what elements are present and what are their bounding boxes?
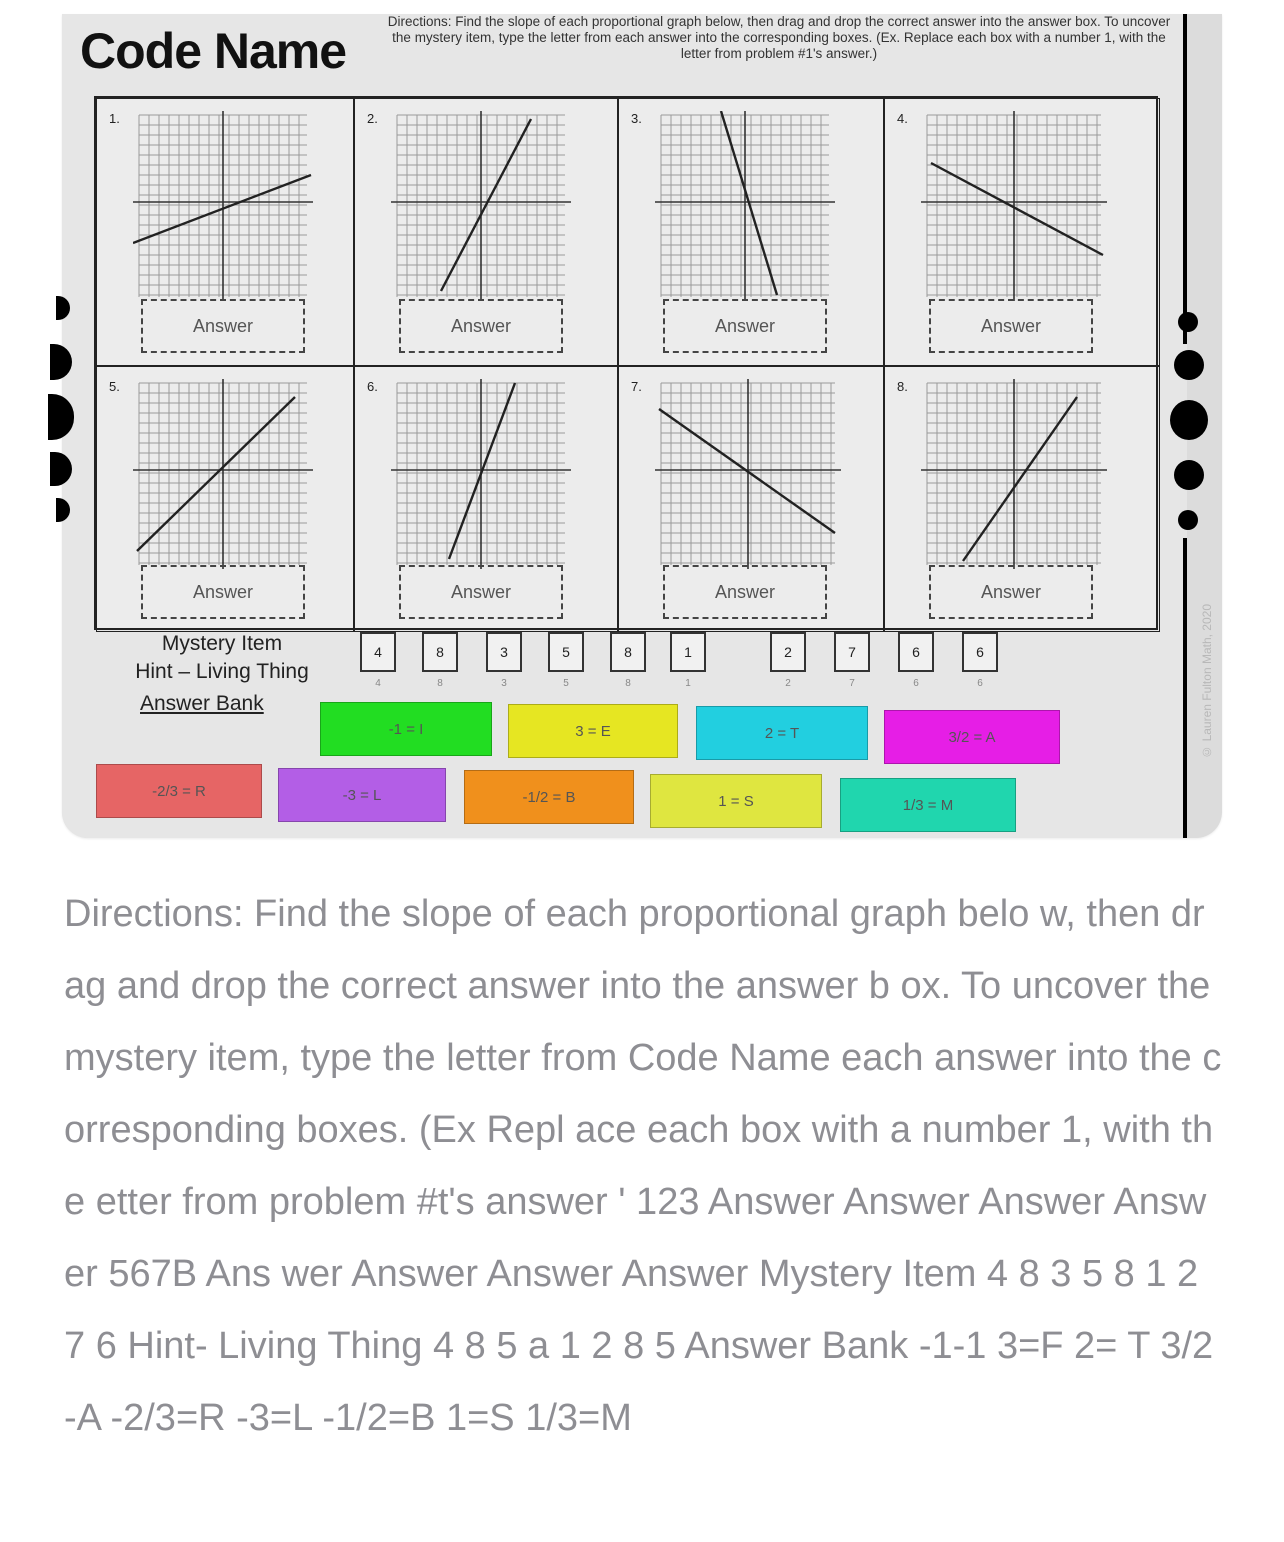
- coordinate-graph: [921, 111, 1107, 301]
- problem-cell-6: [354, 366, 618, 632]
- mystery-code-row: [360, 632, 1020, 689]
- problem-cell-1: [96, 98, 354, 366]
- code-box[interactable]: 2: [770, 632, 806, 672]
- code-box[interactable]: 3: [486, 632, 522, 672]
- answer-tile[interactable]: 3 = E: [508, 704, 678, 758]
- graphed-line: [963, 397, 1077, 561]
- problem-number: 8.: [897, 379, 908, 394]
- ocr-description-text: Directions: Find the slope of each proportional graph belo w, then drag and drop the correct answer into the answer b ox. To uncover the mystery item, type the letter from Code Name each answer into the corresponding boxes. (Ex Repl ace each box with a number 1, with the etter from problem #t's answer ' 123 Answer Answer Answer Answer 567B Ans wer Answer Answer Answer Mystery Item 4 8 3 5 8 1 2 7 6 Hint- Living Thing 4 8 5 a 1 2 8 5 Answer Bank -1-1 3=F 2= T 3/2-A -2/3=R -3=L -1/2=B 1=S 1/3=M: [64, 893, 1222, 1439]
- problem-number: 2.: [367, 111, 378, 126]
- binder-ring: [1174, 460, 1204, 490]
- problem-number: 6.: [367, 379, 378, 394]
- mystery-item-label: [112, 630, 332, 686]
- code-box-caption: 8: [437, 678, 443, 689]
- answer-tile[interactable]: -1/2 = B: [464, 770, 634, 824]
- answer-bank-label: Answer Bank: [140, 692, 264, 715]
- code-box-caption: 5: [563, 678, 569, 689]
- answer-drop-box[interactable]: Answer: [663, 565, 827, 619]
- code-box[interactable]: 6: [962, 632, 998, 672]
- code-box-caption: 4: [375, 678, 381, 689]
- code-box-caption: 6: [977, 678, 983, 689]
- answer-tile[interactable]: 2 = T: [696, 706, 868, 760]
- coordinate-graph: [655, 379, 841, 569]
- problem-cell-3: [618, 98, 884, 366]
- problem-cell-7: [618, 366, 884, 632]
- answer-tile[interactable]: 1/3 = M: [840, 778, 1016, 832]
- coordinate-graph: [655, 111, 835, 301]
- binder-rail: [1183, 14, 1187, 344]
- copyright-text: © Lauren Fulton Math, 2020: [1200, 604, 1214, 759]
- answer-tile[interactable]: 1 = S: [650, 774, 822, 828]
- problem-cell-8: [884, 366, 1160, 632]
- code-box[interactable]: 8: [610, 632, 646, 672]
- problem-grid: [94, 96, 1158, 630]
- coordinate-graph: [133, 111, 313, 301]
- worksheet-title: Code Name: [80, 23, 347, 79]
- answer-drop-box[interactable]: Answer: [663, 299, 827, 353]
- coordinate-graph: [391, 379, 571, 569]
- graphed-line: [137, 397, 295, 551]
- worksheet-directions: Directions: Find the slope of each proportional graph below, then drag and drop the correct answer into the answer box. To uncover the mystery item, type the letter from each answer into the corresponding boxes. (Ex. Replace each box with a number 1, with the letter from problem #1's answer.): [387, 14, 1171, 61]
- problem-number: 5.: [109, 379, 120, 394]
- mystery-item-title: Mystery Item: [161, 632, 283, 655]
- answer-drop-box[interactable]: Answer: [399, 299, 563, 353]
- binder-ring: [1178, 312, 1198, 332]
- problem-number: 1.: [109, 111, 120, 126]
- answer-drop-box[interactable]: Answer: [141, 565, 305, 619]
- code-box[interactable]: 7: [834, 632, 870, 672]
- code-box-caption: 1: [685, 678, 691, 689]
- code-box-caption: 6: [913, 678, 919, 689]
- code-box[interactable]: 5: [548, 632, 584, 672]
- answer-tile[interactable]: -2/3 = R: [96, 764, 262, 818]
- answer-tile[interactable]: -1 = I: [320, 702, 492, 756]
- answer-tile[interactable]: -3 = L: [278, 768, 446, 822]
- problem-cell-4: [884, 98, 1160, 366]
- problem-number: 3.: [631, 111, 642, 126]
- coordinate-graph: [391, 111, 571, 301]
- problem-number: 4.: [897, 111, 908, 126]
- code-box[interactable]: 6: [898, 632, 934, 672]
- problem-cell-5: [96, 366, 354, 632]
- answer-drop-box[interactable]: Answer: [399, 565, 563, 619]
- worksheet: [62, 14, 1187, 838]
- answer-drop-box[interactable]: Answer: [141, 299, 305, 353]
- problem-number: 7.: [631, 379, 642, 394]
- binder-rail: [1183, 538, 1187, 838]
- binder-ring: [1178, 510, 1198, 530]
- answer-tile[interactable]: 3/2 = A: [884, 710, 1060, 764]
- binder-ring: [1174, 350, 1204, 380]
- mystery-hint: Hint – Living Thing: [135, 660, 309, 683]
- graphed-line: [659, 409, 835, 533]
- coordinate-graph: [133, 379, 313, 569]
- code-box[interactable]: 1: [670, 632, 706, 672]
- code-box[interactable]: 8: [422, 632, 458, 672]
- code-box-caption: 3: [501, 678, 507, 689]
- coordinate-graph: [921, 379, 1107, 569]
- binder-ring: [1170, 400, 1208, 440]
- graphed-line: [721, 111, 777, 295]
- code-box-caption: 8: [625, 678, 631, 689]
- answer-drop-box[interactable]: Answer: [929, 299, 1093, 353]
- code-box[interactable]: 4: [360, 632, 396, 672]
- worksheet-photo: [62, 14, 1222, 838]
- problem-cell-2: [354, 98, 618, 366]
- code-box-caption: 7: [849, 678, 855, 689]
- code-box-caption: 2: [785, 678, 791, 689]
- answer-drop-box[interactable]: Answer: [929, 565, 1093, 619]
